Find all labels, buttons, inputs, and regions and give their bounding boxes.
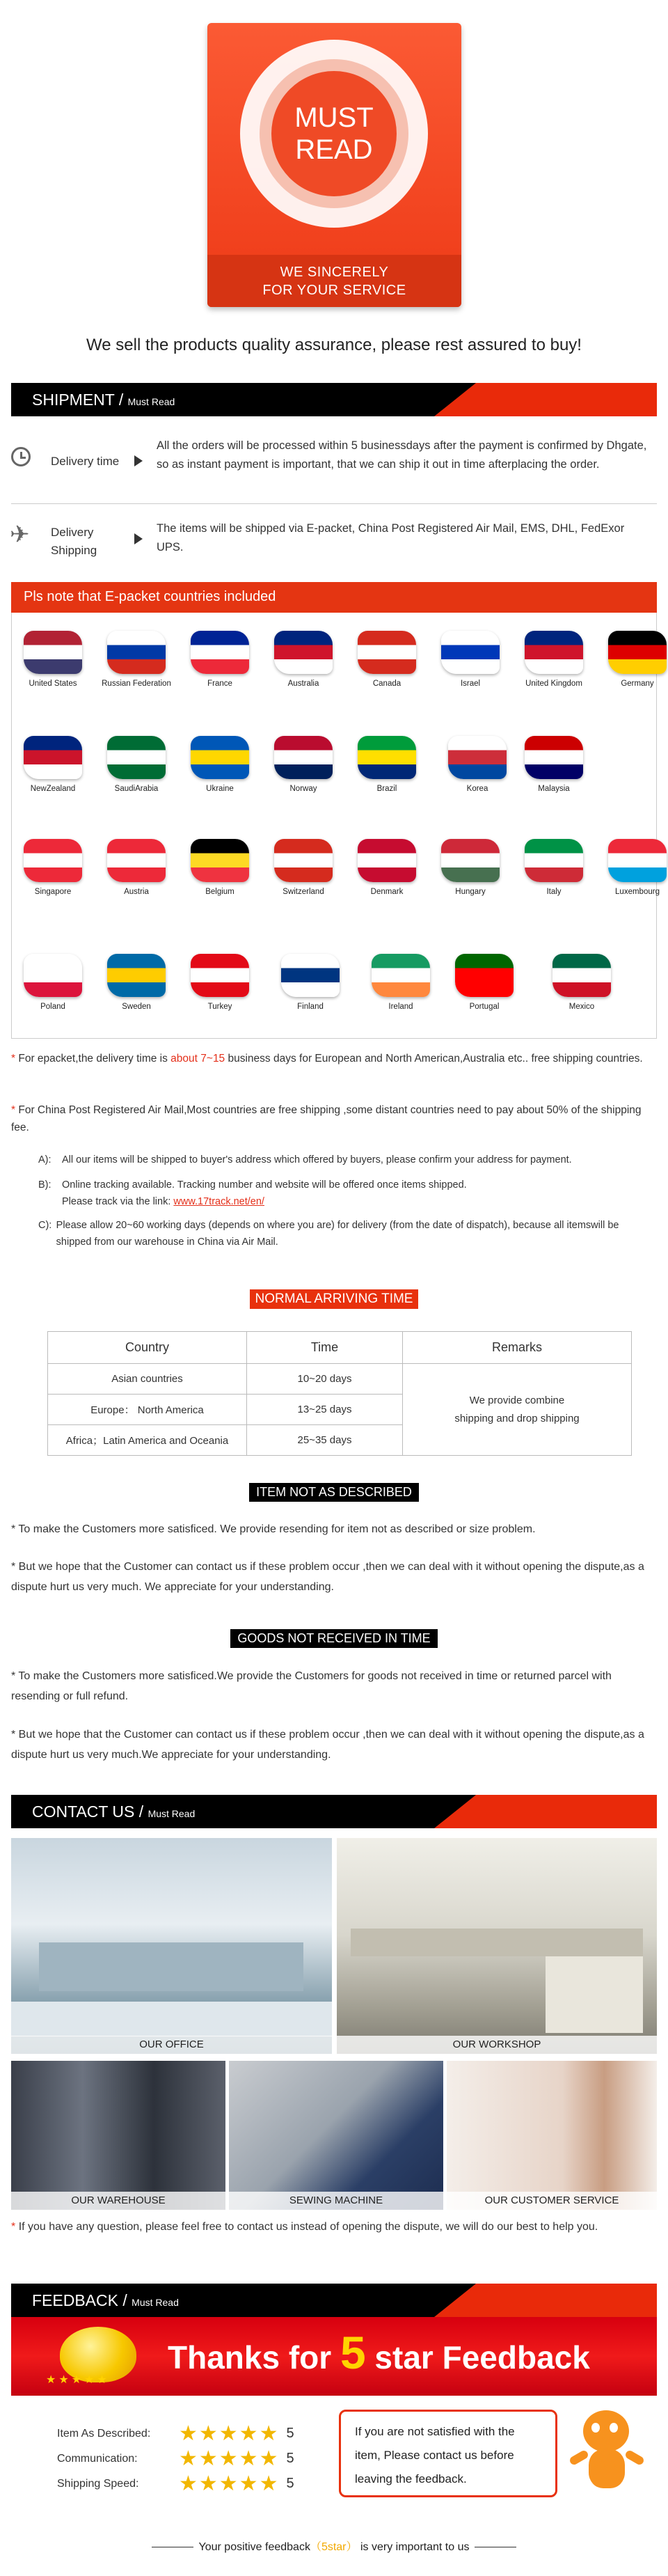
note-b [38,1177,651,1210]
note2-text: For China Post Registered Air Mail,Most countries are free shipping ,some distant countries need to pay about 50% of the shipping fee. [11,1104,642,1133]
col-time: Time [247,1332,403,1364]
country-item [345,631,429,688]
country-item [178,839,262,896]
country-name: Turkey [207,1003,232,1011]
country-item [429,839,512,896]
note-epacket: * For epacket,the delivery time is about 7~15 business days for European and North American,Australia etc.. free shipping countries. [11,1053,643,1065]
feedback-title: FEEDBACK / [32,2291,127,2309]
not-received-p2: * But we hope that the Customer can contact us if these problem occur ,then we can deal with it without opening the dispute,as a dispute hurt us very much.We appreciate for your understanding. [11,1729,644,1761]
box-line1: If you are not satisfied with the [355,2425,515,2438]
country-item [436,736,519,793]
country-name: Russian Federation [102,680,171,688]
bottom-pre: Your positive feedback [198,2541,310,2553]
country-item [345,736,429,793]
country-name: Austria [124,888,149,896]
shipping-label2: Shipping [51,544,97,557]
shipment-header [11,383,657,416]
contact-note: * If you have any question, please feel free to contact us instead of opening the dispute, we will do our best to help you. [11,2221,598,2233]
not-described-p2-text: But we hope that the Customer can contact us if these problem occur ,then we can deal with it without opening the dispute,as a dispute hurt us very much. We appreciate for your understanding. [11,1561,644,1593]
country-name: Israel [460,680,481,688]
country-name: Mexico [568,1003,595,1011]
row-country: Europe： North America [48,1395,247,1425]
photo-caption: OUR CUSTOMER SERVICE [447,2192,657,2210]
country-item [262,631,345,688]
country-flag-icon [24,954,82,997]
arriving-title: NORMAL ARRIVING TIME [250,1289,419,1309]
country-item [345,839,429,896]
country-name: Malaysia [538,785,570,793]
star-rating-icon: ★★★★★ [179,2422,280,2445]
row-time: 25~35 days [247,1425,403,1456]
shipment-title: SHIPMENT / [32,391,124,409]
not-described-p2: * But we hope that the Customer can contact us if these problem occur ,then we can deal with it without opening the dispute,as a dispute hurt us very much. We appreciate for your understanding. [11,1561,644,1593]
badge-foot1: WE SINCERELY [280,265,389,280]
country-flag-icon [274,839,333,882]
arrow-right-icon [134,533,143,544]
rating-row [57,2472,294,2496]
banner-post: star Feedback [365,2339,590,2375]
country-name: Korea [466,785,488,793]
bottom-note [0,2538,668,2554]
country-flag-icon [525,631,583,674]
note-airmail: * For China Post Registered Air Mail,Most countries are free shipping ,some distant countries need to pay about 50% of the shipping fee. [11,1104,642,1133]
photo-caption: OUR OFFICE [11,2036,332,2054]
not-received-title-wrap [0,1629,668,1648]
bottom-highlight: （5star） [310,2541,358,2553]
rating-label: Shipping Speed: [57,2477,139,2490]
country-item [11,736,95,793]
badge-footer [207,255,461,307]
feedback-header [11,2284,657,2317]
row-time: 10~20 days [247,1364,403,1395]
country-name: Germany [621,680,654,688]
rating-value: 5 [286,2451,294,2466]
photo-caption: SEWING MACHINE [229,2192,443,2210]
country-item [95,839,178,896]
must-read-badge [207,23,461,307]
note-b-text2: Please track via the link: [62,1196,171,1207]
country-name: United Kingdom [525,680,582,688]
not-described-title: ITEM NOT AS DESCRIBED [249,1483,419,1502]
contact-before-feedback-box [339,2410,557,2497]
country-item [443,954,526,1011]
photo-caption: OUR WORKSHOP [337,2036,657,2054]
office-photo [11,1838,332,2054]
badge-core [271,71,397,196]
note-a-text: All our items will be shipped to buyer's address which offered by buyers, please confirm your address for payment. [62,1154,572,1165]
banner-text [168,2327,590,2379]
country-item [512,736,596,793]
country-item [512,631,596,688]
row-time: 13~25 days [247,1395,403,1425]
delivery-time-text: All the orders will be processed within 5 businessdays after the payment is confirmed by Dhgate, so as instant payment is important, that we can ship it out in time afterplacing the order. [157,439,647,471]
country-flag-icon [274,736,333,779]
country-name: Hungary [455,888,486,896]
note-a [38,1152,651,1168]
contact-sub: Must Read [148,1808,196,1819]
row-country: Africa；Latin America and Oceania [48,1425,247,1456]
country-name: Finland [297,1003,324,1011]
remark1: We provide combine [469,1394,565,1406]
box-line3: leaving the feedback. [355,2472,467,2485]
workshop-photo [337,1838,657,2054]
badge-foot2: FOR YOUR SERVICE [262,283,406,298]
country-item [95,631,178,688]
country-flag-icon [455,954,514,997]
epacket-header: Pls note that E-packet countries included [11,582,657,613]
not-received-p1-text: To make the Customers more satisficed.We provide the Customers for goods not received in time or returned parcel with resending or full refund. [11,1670,612,1702]
country-item [11,631,95,688]
country-item [262,736,345,793]
clock-icon [11,447,31,466]
divider [11,503,657,504]
remark2: shipping and drop shipping [454,1412,580,1424]
country-flag-icon [448,736,507,779]
country-name: Australia [287,680,319,688]
stars-icon: ★★★★★ [46,2374,110,2386]
contact-title: CONTACT US / [32,1803,144,1821]
warehouse-photo [11,2061,225,2210]
arriving-title-wrap [0,1289,668,1309]
country-flag-icon [107,839,166,882]
country-flag-icon [107,954,166,997]
country-item [178,631,262,688]
country-item [596,631,668,688]
not-described-title-wrap [0,1483,668,1502]
country-name: Switzerland [283,888,324,896]
col-remarks: Remarks [403,1332,632,1364]
country-item [178,736,262,793]
country-name: Italy [546,888,562,896]
country-item [262,839,345,896]
country-item [540,954,623,1011]
bottom-post: is very important to us [360,2541,470,2553]
country-flag-icon [608,839,667,882]
col-country: Country [48,1332,247,1364]
rating-label: Item As Described: [57,2427,151,2440]
feedback-sub: Must Read [132,2297,179,2308]
country-name: Ukraine [206,785,234,793]
country-name: Poland [40,1003,65,1011]
note-b-text1: Online tracking available. Tracking number and website will be offered once items shipped. [62,1179,467,1191]
country-flag-icon [274,631,333,674]
note-list [38,1152,651,1250]
country-flag-icon [441,839,500,882]
banner-pre: Thanks for [168,2339,340,2375]
badge-line1: MUST [294,102,374,133]
note-c-text: Please allow 20~60 working days (depends on where you are) for delivery (from the date of dispatch), because all itemswill be shipped from our warehouse in China via Air Mail. [56,1220,619,1248]
arrow-right-icon [134,455,143,466]
country-item [11,954,95,1011]
not-received-title: GOODS NOT RECEIVED IN TIME [230,1629,437,1648]
shipping-text: The items will be shipped via E-packet, China Post Registered Air Mail, EMS, DHL, FedExor UPS. [157,522,625,553]
note-c-label: C): [38,1220,52,1231]
rating-value: 5 [286,2476,294,2491]
table-row [48,1364,632,1395]
rating-label: Communication: [57,2452,138,2465]
not-received-p1: * To make the Customers more satisficed.We provide the Customers for goods not received in time or returned parcel with resending or full refund. [11,1670,612,1702]
shipping-label1: Delivery [51,526,94,539]
country-flag-icon [24,736,82,779]
country-flag-icon [441,631,500,674]
note-c [38,1217,651,1250]
country-flag-icon [608,631,667,674]
note1-pre: For epacket,the delivery time is [18,1053,171,1065]
rating-value: 5 [286,2426,294,2441]
country-name: Denmark [370,888,404,896]
country-item [512,839,596,896]
country-flag-icon [552,954,611,997]
country-name: Sweden [122,1003,151,1011]
country-item [596,839,668,896]
country-flag-icon [24,839,82,882]
country-flag-icon [525,736,583,779]
country-item [269,954,352,1011]
country-item [95,954,178,1011]
tracking-link[interactable]: www.17track.net/en/ [173,1196,264,1207]
note1-post: business days for European and North American,Australia etc.. free shipping countries. [225,1053,643,1065]
country-name: Norway [289,785,317,793]
country-flag-icon [525,839,583,882]
contact-note-text: If you have any question, please feel free to contact us instead of opening the dispute, we will do our best to help you. [18,2221,598,2233]
banner-num: 5 [340,2327,366,2378]
country-name: NewZealand [30,785,76,793]
row-country: Asian countries [48,1364,247,1395]
country-flag-icon [191,954,249,997]
box-line2: item, Please contact us before [355,2449,514,2462]
delivery-time-label: Delivery time [51,455,120,468]
rating-row [57,2447,294,2471]
arriving-table [47,1331,632,1456]
country-item [429,631,512,688]
country-flag-icon [358,839,416,882]
note1-highlight: about 7~15 [170,1053,225,1065]
country-name: Belgium [205,888,234,896]
country-name: Ireland [388,1003,413,1011]
country-flag-icon [372,954,430,997]
shipping-label [51,524,97,560]
not-described-p1: * To make the Customers more satisficed. We provide resending for item not as described or size problem. [11,1523,536,1535]
country-item [359,954,443,1011]
note-b-label: B): [38,1179,51,1191]
country-flag-icon [191,736,249,779]
star-rating-icon: ★★★★★ [179,2472,280,2495]
country-flag-icon [107,631,166,674]
photo-caption: OUR WAREHOUSE [11,2192,225,2210]
country-item [178,954,262,1011]
badge-line2: READ [295,134,373,165]
contact-header [11,1795,657,1828]
star-rating-icon: ★★★★★ [179,2447,280,2470]
country-item [95,736,178,793]
mascot-icon [569,2410,646,2502]
remarks-cell [403,1364,632,1456]
country-name: Brazil [376,785,397,793]
country-name: Canada [372,680,401,688]
note-a-label: A): [38,1154,51,1165]
rating-row [57,2421,294,2446]
country-flag-icon [358,736,416,779]
not-received-p2-text: But we hope that the Customer can contact us if these problem occur ,then we can deal with it without opening the dispute,as a dispute hurt us very much.We appreciate for your understanding. [11,1729,644,1761]
airplane-icon: ✈ [10,521,30,548]
country-item [11,839,95,896]
customer-service-photo [447,2061,657,2210]
country-name: Portugal [469,1003,500,1011]
country-name: Luxembourg [615,888,660,896]
country-name: Singapore [34,888,72,896]
shipment-sub: Must Read [127,396,175,407]
country-flag-icon [281,954,340,997]
tagline: We sell the products quality assurance, please rest assured to buy! [86,336,582,354]
country-flag-icon [358,631,416,674]
sewing-photo [229,2061,443,2210]
country-flag-icon [191,839,249,882]
country-name: France [207,680,232,688]
country-flag-icon [191,631,249,674]
country-flag-icon [107,736,166,779]
not-described-p1-text: To make the Customers more satisficed. We provide resending for item not as described or size problem. [18,1523,536,1535]
country-name: United States [29,680,77,688]
country-name: SaudiArabia [114,785,159,793]
thanks-banner [11,2317,657,2396]
country-flag-icon [24,631,82,674]
